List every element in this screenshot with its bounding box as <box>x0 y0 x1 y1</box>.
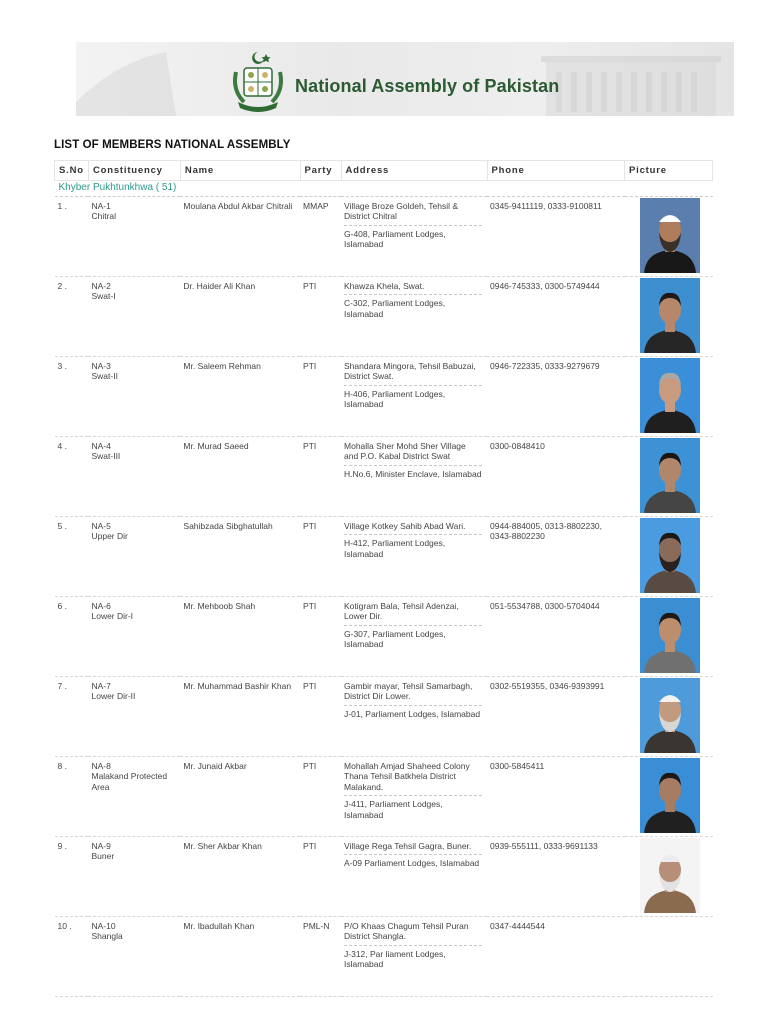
member-name: Sahibzada Sibghatullah <box>180 516 300 596</box>
permanent-address: P/O Khaas Chagum Tehsil Puran District Shangla. <box>344 921 482 946</box>
islamabad-address: H-406, Parliament Lodges, Islamabad <box>344 388 446 409</box>
serial-number: 9 . <box>55 836 89 916</box>
constituency-cell <box>88 676 180 756</box>
address-cell <box>341 196 487 276</box>
constituency-cell <box>88 516 180 596</box>
permanent-address: Village Rega Tehsil Gagra, Buner. <box>344 841 482 856</box>
column-header-address: Address <box>341 161 487 181</box>
islamabad-address: J-01, Parliament Lodges, Islamabad <box>344 708 481 719</box>
address-cell <box>341 676 487 756</box>
column-header-phone: Phone <box>487 161 625 181</box>
column-header-name: Name <box>180 161 300 181</box>
phone-numbers: 0300-5845411 <box>487 756 625 836</box>
constituency-code: NA-6 <box>91 600 111 611</box>
serial-number: 2 . <box>55 276 89 356</box>
member-photo[interactable] <box>640 198 700 273</box>
picture-cell <box>625 596 713 676</box>
islamabad-address: G-307, Parliament Lodges, Islamabad <box>344 628 446 649</box>
picture-cell <box>625 836 713 916</box>
party-name: MMAP <box>300 196 341 276</box>
serial-number: 5 . <box>55 516 89 596</box>
constituency-cell <box>88 916 180 996</box>
party-name: PTI <box>300 516 341 596</box>
party-name: PTI <box>300 756 341 836</box>
constituency-cell <box>88 436 180 516</box>
member-name: Mr. Saleem Rehman <box>180 356 300 436</box>
permanent-address: Mohallah Amjad Shaheed Colony Thana Tehsil Batkhela District Malakand. <box>344 761 482 797</box>
table-row <box>55 436 713 516</box>
table-row <box>55 356 713 436</box>
member-name: Mr. Sher Akbar Khan <box>180 836 300 916</box>
constituency-code: NA-3 <box>91 360 111 371</box>
column-header-sno: S.No <box>55 161 89 181</box>
constituency-area: Malakand Protected Area <box>91 771 168 792</box>
column-header-constituency: Constituency <box>88 161 180 181</box>
phone-numbers: 051-5534788, 0300-5704044 <box>487 596 625 676</box>
picture-cell <box>625 196 713 276</box>
constituency-code: NA-9 <box>91 840 111 851</box>
table-header-row <box>55 161 713 181</box>
member-photo[interactable] <box>640 278 700 353</box>
member-name: Mr. Murad Saeed <box>180 436 300 516</box>
phone-numbers: 0300-0848410 <box>487 436 625 516</box>
party-name: PTI <box>300 276 341 356</box>
picture-cell <box>625 756 713 836</box>
table-row <box>55 676 713 756</box>
picture-cell <box>625 356 713 436</box>
header-banner <box>76 42 734 116</box>
column-header-picture: Picture <box>625 161 713 181</box>
site-title: National Assembly of Pakistan <box>295 76 560 96</box>
phone-numbers: 0302-5519355, 0346-9393991 <box>487 676 625 756</box>
province-label[interactable]: Khyber Pukhtunkhwa ( 51) <box>55 181 713 197</box>
address-cell <box>341 436 487 516</box>
picture-cell <box>625 676 713 756</box>
permanent-address: Khawza Khela, Swat. <box>344 281 482 296</box>
member-photo[interactable] <box>640 758 700 833</box>
member-photo[interactable] <box>640 838 700 913</box>
serial-number: 7 . <box>55 676 89 756</box>
permanent-address: Village Broze Goldeh, Tehsil & District Chitral <box>344 201 482 226</box>
islamabad-address: A-09 Parliament Lodges, Islamabad <box>344 858 480 868</box>
table-row <box>55 836 713 916</box>
constituency-code: NA-2 <box>91 280 111 291</box>
member-name: Mr. Muhammad Bashir Khan <box>180 676 300 756</box>
constituency-area: Swat-I <box>91 291 116 301</box>
address-cell <box>341 356 487 436</box>
member-photo[interactable] <box>640 438 700 513</box>
permanent-address: Mohalla Sher Mohd Sher Village and P.O. Kabal District Swat <box>344 441 482 466</box>
constituency-cell <box>88 836 180 916</box>
member-photo[interactable] <box>640 518 700 593</box>
phone-numbers: 0946-722335, 0333-9279679 <box>487 356 625 436</box>
table-row <box>55 916 713 996</box>
islamabad-address: G-408, Parliament Lodges, Islamabad <box>344 228 446 249</box>
constituency-code: NA-10 <box>91 920 116 931</box>
party-name: PTI <box>300 836 341 916</box>
phone-numbers: 0939-555111, 0333-9691133 <box>487 836 625 916</box>
constituency-area: Buner <box>91 851 115 861</box>
table-row <box>55 276 713 356</box>
state-emblem-icon <box>230 50 286 112</box>
member-photo[interactable] <box>640 598 700 673</box>
party-name: PTI <box>300 676 341 756</box>
member-photo[interactable] <box>640 678 700 753</box>
constituency-area: Chitral <box>91 211 117 221</box>
phone-numbers: 0345-9411119, 0333-9100811 <box>487 196 625 276</box>
serial-number: 6 . <box>55 596 89 676</box>
serial-number: 4 . <box>55 436 89 516</box>
picture-cell <box>625 516 713 596</box>
islamabad-address: J-312, Par liament Lodges, Islamabad <box>344 948 446 969</box>
table-row <box>55 516 713 596</box>
member-name: Mr. Ibadullah Khan <box>180 916 300 996</box>
member-name: Mr. Junaid Akbar <box>180 756 300 836</box>
serial-number: 3 . <box>55 356 89 436</box>
constituency-code: NA-7 <box>91 680 111 691</box>
member-photo[interactable] <box>640 358 700 433</box>
islamabad-address: J-411, Parliament Lodges, Islamabad <box>344 799 443 820</box>
constituency-cell <box>88 356 180 436</box>
constituency-code: NA-1 <box>91 200 111 211</box>
picture-cell <box>625 276 713 356</box>
address-cell <box>341 276 487 356</box>
table-row <box>55 196 713 276</box>
constituency-area: Upper Dir <box>91 531 128 541</box>
islamabad-address: H-412, Parliament Lodges, Islamabad <box>344 538 446 559</box>
party-name: PTI <box>300 596 341 676</box>
permanent-address: Shandara Mingora, Tehsil Babuzai, District Swat. <box>344 361 482 386</box>
serial-number: 8 . <box>55 756 89 836</box>
picture-cell <box>625 436 713 516</box>
constituency-area: Swat-II <box>91 371 118 381</box>
constituency-code: NA-5 <box>91 520 111 531</box>
table-row <box>55 596 713 676</box>
phone-numbers: 0347-4444544 <box>487 916 625 996</box>
constituency-cell <box>88 196 180 276</box>
constituency-code: NA-4 <box>91 440 111 451</box>
phone-numbers: 0946-745333, 0300-5749444 <box>487 276 625 356</box>
address-cell <box>341 756 487 836</box>
party-name: PML-N <box>300 916 341 996</box>
permanent-address: Gambir mayar, Tehsil Samarbagh, District Dir Lower. <box>344 681 482 706</box>
party-name: PTI <box>300 356 341 436</box>
member-name: Dr. Haider Ali Khan <box>180 276 300 356</box>
constituency-cell <box>88 276 180 356</box>
constituency-area: Swat-III <box>91 451 121 461</box>
permanent-address: Village Kotkey Sahib Abad Wari. <box>344 521 482 536</box>
address-cell <box>341 516 487 596</box>
address-cell <box>341 836 487 916</box>
address-cell <box>341 596 487 676</box>
page-title: LIST OF MEMBERS NATIONAL ASSEMBLY <box>54 139 291 151</box>
serial-number: 1 . <box>55 196 89 276</box>
constituency-area: Shangla <box>91 931 123 941</box>
party-name: PTI <box>300 436 341 516</box>
members-table <box>54 160 713 997</box>
phone-numbers: 0944-884005, 0313-8802230, 0343-8802230 <box>487 516 625 596</box>
picture-cell <box>625 916 713 996</box>
constituency-cell <box>88 596 180 676</box>
province-row <box>55 181 713 197</box>
constituency-area: Lower Dir-II <box>91 691 136 701</box>
islamabad-address: H.No.6, Minister Enclave, Islamabad <box>344 468 482 479</box>
constituency-cell <box>88 756 180 836</box>
member-name: Moulana Abdul Akbar Chitrali <box>180 196 300 276</box>
address-cell <box>341 916 487 996</box>
serial-number: 10 . <box>55 916 89 996</box>
table-row <box>55 756 713 836</box>
member-name: Mr. Mehboob Shah <box>180 596 300 676</box>
constituency-code: NA-8 <box>91 760 111 771</box>
constituency-area: Lower Dir-I <box>91 611 134 621</box>
permanent-address: Kotigram Bala, Tehsil Adenzai, Lower Dir. <box>344 601 482 626</box>
column-header-party: Party <box>300 161 341 181</box>
islamabad-address: C-302, Parliament Lodges, Islamabad <box>344 298 446 319</box>
